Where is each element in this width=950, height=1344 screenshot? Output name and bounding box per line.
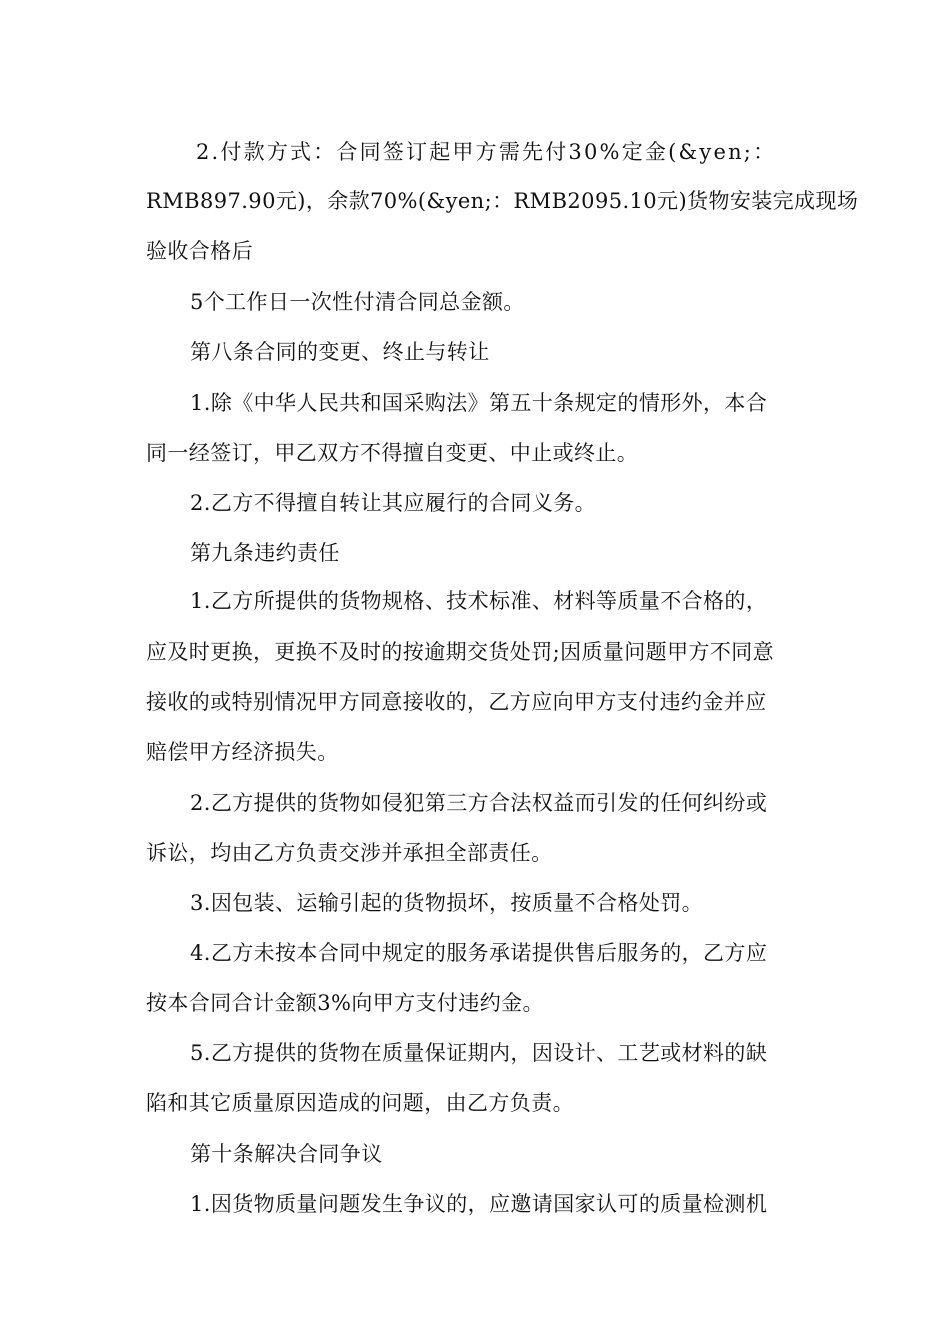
article-8-heading: 第八条合同的变更、终止与转让 xyxy=(190,340,490,364)
article-9-heading: 第九条违约责任 xyxy=(190,541,340,565)
article-9-clause-3: 3.因包装、运输引起的货物损坏，按质量不合格处罚。 xyxy=(190,891,704,915)
article-9-clause-5-line-1: 5.乙方提供的货物在质量保证期内，因设计、工艺或材料的缺 xyxy=(190,1041,768,1065)
article-8-clause-2: 2.乙方不得擅自转让其应履行的合同义务。 xyxy=(190,491,597,515)
article-8-clause-1-line-1: 1.除《中华人民共和国采购法》第五十条规定的情形外，本合 xyxy=(190,391,768,415)
article-9-clause-1-line-1: 1.乙方所提供的货物规格、技术标准、材料等质量不合格的， xyxy=(190,589,768,613)
article-9-clause-2-line-1: 2.乙方提供的货物如侵犯第三方合法权益而引发的任何纠纷或 xyxy=(190,791,768,815)
payment-terms-line-2: RMB897.90元)，余款70%(&yen;：RMB2095.10元)货物安装完成现场 xyxy=(146,189,859,213)
article-9-clause-1-line-2: 应及时更换，更换不及时的按逾期交货处罚;因质量问题甲方不同意 xyxy=(146,640,775,664)
article-9-clause-1-line-4: 赔偿甲方经济损失。 xyxy=(146,740,339,764)
article-9-clause-4-line-2: 按本合同合计金额3%向甲方支付违约金。 xyxy=(146,991,544,1015)
article-10-heading: 第十条解决合同争议 xyxy=(190,1142,383,1166)
article-9-clause-5-line-2: 陷和其它质量原因造成的问题，由乙方负责。 xyxy=(146,1091,574,1115)
article-10-clause-1-line-1: 1.因货物质量问题发生争议的，应邀请国家认可的质量检测机 xyxy=(190,1192,768,1216)
payment-terms-line-3: 验收合格后 xyxy=(146,239,253,263)
article-9-clause-4-line-1: 4.乙方未按本合同中规定的服务承诺提供售后服务的，乙方应 xyxy=(190,941,768,965)
payment-terms-line-1: 2.付款方式：合同签订起甲方需先付30%定金(&yen;： xyxy=(196,140,777,164)
article-9-clause-2-line-2: 诉讼，均由乙方负责交涉并承担全部责任。 xyxy=(146,841,553,865)
article-8-clause-1-line-2: 同一经签订，甲乙双方不得擅自变更、中止或终止。 xyxy=(146,441,639,465)
article-9-clause-1-line-3: 接收的或特别情况甲方同意接收的，乙方应向甲方支付违约金并应 xyxy=(146,690,767,714)
payment-terms-line-4: 5个工作日一次性付清合同总金额。 xyxy=(190,290,525,314)
